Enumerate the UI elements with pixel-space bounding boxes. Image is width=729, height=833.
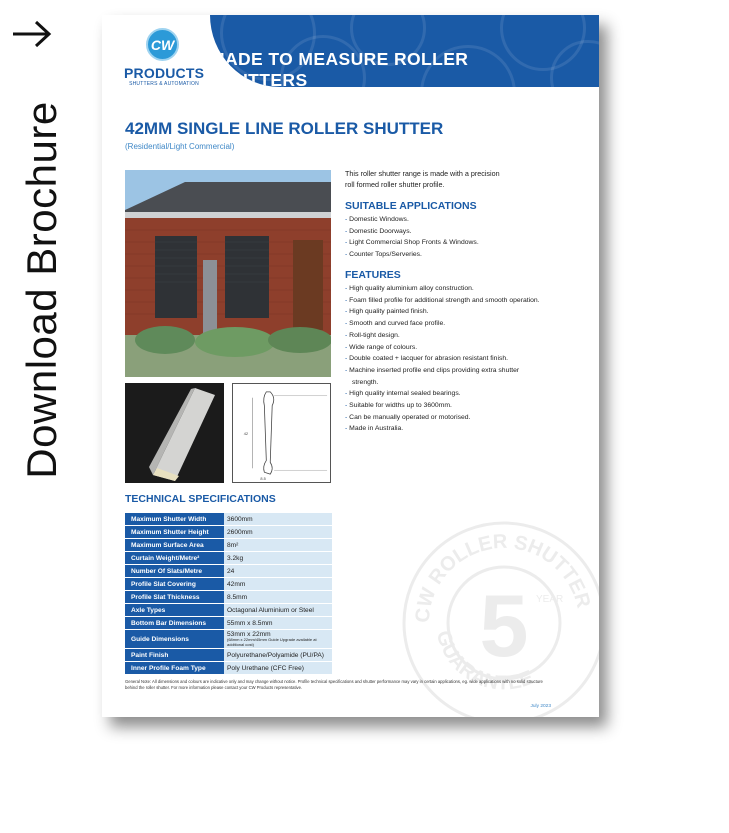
list-item: - Wide range of colours. <box>345 342 545 354</box>
table-row: Guide Dimensions 53mm x 22mm (68mm x 22mm/45mm Guide Upgrade available at additional cost) <box>125 630 332 648</box>
list-item: - High quality internal sealed bearings. <box>345 388 545 400</box>
table-row: Maximum Shutter Width 3600mm <box>125 513 332 525</box>
svg-text:8.5: 8.5 <box>260 476 266 482</box>
slat-profile-photo <box>125 383 224 483</box>
table-row: Inner Profile Foam Type Poly Urethane (CFC Free) <box>125 662 332 674</box>
list-item: - Can be manually operated or motorised. <box>345 412 545 424</box>
download-brochure-link[interactable] <box>0 0 80 833</box>
list-item: - Foam filled profile for additional strength and smooth operation. <box>345 295 545 307</box>
list-item: - Light Commercial Shop Fronts & Windows. <box>345 237 585 249</box>
table-row: Axle Types Octagonal Aluminium or Steel <box>125 604 332 616</box>
list-item: - Domestic Windows. <box>345 214 585 226</box>
list-item: - Domestic Doorways. <box>345 226 585 238</box>
svg-text:5: 5 <box>479 576 529 675</box>
slat-technical-drawing <box>232 383 331 483</box>
tech-specs-table <box>125 512 332 675</box>
download-brochure-label: Download Brochure <box>18 101 65 479</box>
tech-specs-heading: TECHNICAL SPECIFICATIONS <box>125 493 276 505</box>
cw-products-logo: CW PRODUCTS SHUTTERS & AUTOMATION <box>124 28 204 98</box>
list-item: - Machine inserted profile end clips providing extra shutter strength. <box>345 365 545 388</box>
svg-text:YEAR: YEAR <box>536 594 564 605</box>
list-item: - Smooth and curved face profile. <box>345 318 545 330</box>
table-row: Maximum Shutter Height 2600mm <box>125 526 332 538</box>
list-item: - High quality aluminium alloy construction. <box>345 283 545 295</box>
brochure-page[interactable] <box>102 15 599 717</box>
table-row: Maximum Surface Area 8m² <box>125 539 332 551</box>
svg-text:42: 42 <box>243 430 249 436</box>
table-row: Number Of Slats/Metre 24 <box>125 565 332 577</box>
arrow-right-icon <box>10 14 54 54</box>
header-band <box>210 15 599 87</box>
header-title: MADE TO MEASURE ROLLER SHUTTERS <box>210 49 469 87</box>
intro-text: This roller shutter range is made with a precision roll formed roller shutter profile. <box>345 169 500 189</box>
house-photo <box>125 170 331 377</box>
list-item: - High quality painted finish. <box>345 306 545 318</box>
publish-date: July 2023 <box>530 704 551 709</box>
list-item: - Suitable for widths up to 3600mm. <box>345 400 545 412</box>
applications-list <box>345 214 585 261</box>
list-item: - Double coated + lacquer for abrasion resistant finish. <box>345 353 545 365</box>
features-list <box>345 283 545 435</box>
product-title: 42MM SINGLE LINE ROLLER SHUTTER <box>125 119 444 138</box>
table-row: Paint Finish Polyurethane/Polyamide (PU/PA) <box>125 649 332 661</box>
svg-text:GUARANTEE: GUARANTEE <box>431 628 537 695</box>
table-row: Curtain Weight/Metre² 3.2kg <box>125 552 332 564</box>
table-row: Profile Slat Thickness 8.5mm <box>125 591 332 603</box>
list-item: - Counter Tops/Serveries. <box>345 249 585 261</box>
applications-heading: SUITABLE APPLICATIONS <box>345 200 477 212</box>
product-subtitle: (Residential/Light Commercial) <box>125 142 235 151</box>
svg-text:CW ROLLER SHUTTER: CW ROLLER SHUTTER <box>411 530 595 624</box>
list-item: - Roll-tight design. <box>345 330 545 342</box>
list-item: - Made in Australia. <box>345 423 545 435</box>
table-row: Profile Slat Covering 42mm <box>125 578 332 590</box>
table-row: Bottom Bar Dimensions 55mm x 8.5mm <box>125 617 332 629</box>
features-heading: FEATURES <box>345 269 401 281</box>
general-note: General Note: All dimensions and colours are indicative only and may change without notice. Profile technical specifications and shutter performance may vary in certain applications, eg. wide applications with no solid structure behind the roller shutter. For more information please contact your CW Products representative. <box>125 679 543 690</box>
